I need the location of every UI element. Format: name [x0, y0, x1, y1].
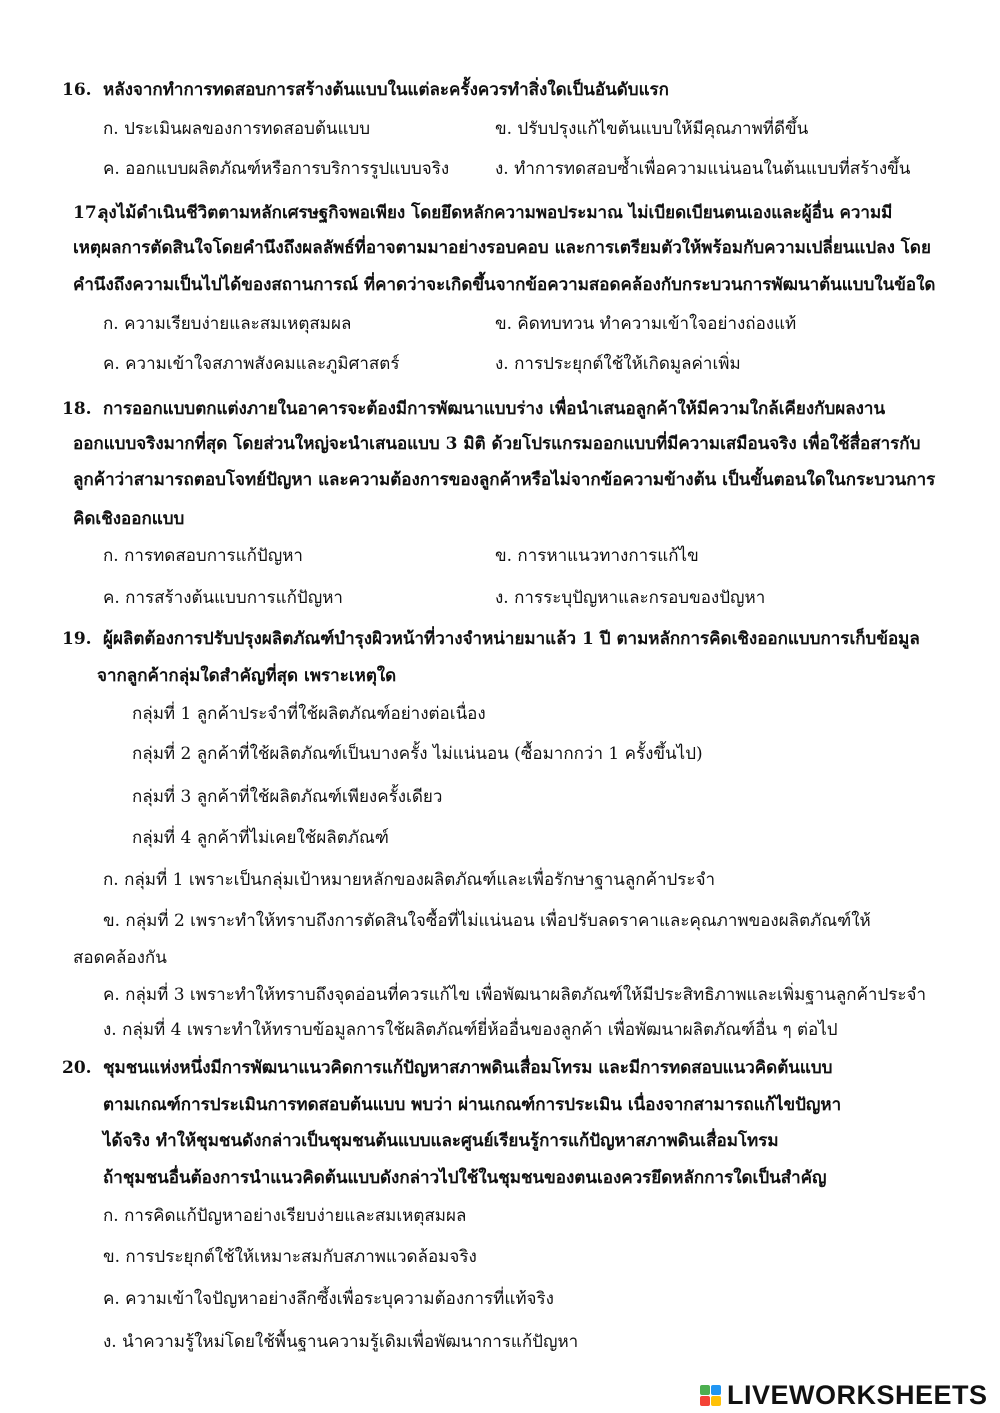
q20-option-b[interactable]: ข. การประยุกต์ใช้ให้เหมาะสมกับสภาพแวดล้อมจริง [103, 1247, 477, 1267]
q17-stem-line-1: ลุงไม้ดำเนินชีวิตตามหลักเศรษฐกิจพอเพียง โดยยึดหลักความพอประมาณ ไม่เบียดเบียนตนเองและผู้อื่น ความมี [98, 203, 893, 223]
q19-group-3: กลุ่มที่ 3 ลูกค้าที่ใช้ผลิตภัณฑ์เพียงครั้งเดียว [132, 787, 443, 807]
q19-option-c[interactable]: ค. กลุ่มที่ 3 เพราะทำให้ทราบถึงจุดอ่อนที่ควรแก้ไข เพื่อพัฒนาผลิตภัณฑ์ให้มีประสิทธิภาพและเพิ่มฐานลูกค้าประจำ [103, 985, 927, 1005]
logo-square-green [700, 1385, 710, 1395]
q16-option-c[interactable]: ค. ออกแบบผลิตภัณฑ์หรือการบริการรูปแบบจริง [103, 159, 450, 179]
q20-option-d[interactable]: ง. นำความรู้ใหม่โดยใช้พื้นฐานความรู้เดิมเพื่อพัฒนาการแก้ปัญหา [103, 1332, 579, 1352]
q18-option-c[interactable]: ค. การสร้างต้นแบบการแก้ปัญหา [103, 588, 343, 608]
q18-option-d[interactable]: ง. การระบุปัญหาและกรอบของปัญหา [495, 588, 766, 608]
logo-text: LIVEWORKSHEETS [727, 1380, 988, 1410]
q19-option-b-continued[interactable]: สอดคล้องกัน [73, 948, 167, 968]
q17-option-b[interactable]: ข. คิดทบทวน ทำความเข้าใจอย่างถ่องแท้ [495, 314, 797, 334]
q18-stem-line-3: ลูกค้าว่าสามารถตอบโจทย์ปัญหา และความต้องการของลูกค้าหรือไม่จากข้อความข้างต้น เป็นขั้นตอนใดในกระบวนการ [73, 470, 936, 490]
q17-option-a[interactable]: ก. ความเรียบง่ายและสมเหตุสมผล [103, 314, 352, 334]
q19-stem-line-1: ผู้ผลิตต้องการปรับปรุงผลิตภัณฑ์บำรุงผิวหน้าที่วางจำหน่ายมาแล้ว 1 ปี ตามหลักการคิดเชิงออกแบบการเก็บข้อมูล [103, 629, 920, 649]
q18-stem-line-2: ออกแบบจริงมากที่สุด โดยส่วนใหญ่จะนำเสนอแบบ 3 มิติ ด้วยโปรแกรมออกแบบที่มีความเสมือนจริง เพื่อใช้สื่อสารกับ [73, 434, 921, 454]
q19-option-b[interactable]: ข. กลุ่มที่ 2 เพราะทำให้ทราบถึงการตัดสินใจซื้อที่ไม่แน่นอน เพื่อปรับลดราคาและคุณภาพของผลิตภัณฑ์ให้ [103, 911, 871, 931]
q19-group-2: กลุ่มที่ 2 ลูกค้าที่ใช้ผลิตภัณฑ์เป็นบางครั้ง ไม่แน่นอน (ซื้อมากกว่า 1 ครั้งขึ้นไป) [132, 744, 703, 764]
q19-stem-line-2: จากลูกค้ากลุ่มใดสำคัญที่สุด เพราะเหตุใด [97, 666, 397, 686]
q17-stem-line-2: เหตุผลการตัดสินใจโดยคำนึงถึงผลลัพธ์ที่อาจตามมาอย่างรอบคอบ และการเตรียมตัวให้พร้อมกับความเปลี่ยนแปลง โดย [73, 238, 931, 258]
q20-stem-line-1: ชุมชนแห่งหนึ่งมีการพัฒนาแนวคิดการแก้ปัญหาสภาพดินเสื่อมโทรม และมีการทดสอบแนวคิดต้นแบบ [103, 1058, 833, 1078]
q19-option-a[interactable]: ก. กลุ่มที่ 1 เพราะเป็นกลุ่มเป้าหมายหลักของผลิตภัณฑ์และเพื่อรักษาฐานลูกค้าประจำ [103, 870, 716, 890]
q19-option-d[interactable]: ง. กลุ่มที่ 4 เพราะทำให้ทราบข้อมูลการใช้ผลิตภัณฑ์ยี่ห้ออื่นของลูกค้า เพื่อพัฒนาผลิตภัณฑ์อื่น ๆ ต่อไป [103, 1020, 838, 1040]
q20-stem-line-3: ได้จริง ทำให้ชุมชนดังกล่าวเป็นชุมชนต้นแบบและศูนย์เรียนรู้การแก้ปัญหาสภาพดินเสื่อมโทรม [103, 1131, 779, 1151]
q19-number: 19. [62, 629, 92, 649]
q16-stem: หลังจากทำการทดสอบการสร้างต้นแบบในแต่ละครั้งควรทำสิ่งใดเป็นอันดับแรก [103, 80, 669, 100]
logo-square-yellow [711, 1396, 721, 1406]
q20-option-a[interactable]: ก. การคิดแก้ปัญหาอย่างเรียบง่ายและสมเหตุสมผล [103, 1206, 467, 1226]
q18-stem-line-4: คิดเชิงออกแบบ [73, 509, 185, 529]
q18-stem-line-1: การออกแบบตกแต่งภายในอาคารจะต้องมีการพัฒนาแบบร่าง เพื่อนำเสนอลูกค้าให้มีความใกล้เคียงกับผลงาน [103, 399, 886, 419]
q18-number: 18. [62, 399, 92, 419]
q20-option-c[interactable]: ค. ความเข้าใจปัญหาอย่างลึกซึ้งเพื่อระบุความต้องการที่แท้จริง [103, 1289, 554, 1309]
liveworksheets-logo [700, 1380, 988, 1411]
q16-option-a[interactable]: ก. ประเมินผลของการทดสอบต้นแบบ [103, 119, 371, 139]
liveworksheets-mark-icon [700, 1385, 721, 1406]
q18-option-b[interactable]: ข. การหาแนวทางการแก้ไข [495, 546, 699, 566]
q17-number: 17. [73, 203, 103, 223]
q20-stem-line-2: ตามเกณฑ์การประเมินการทดสอบต้นแบบ พบว่า ผ่านเกณฑ์การประเมิน เนื่องจากสามารถแก้ไขปัญหา [103, 1095, 842, 1115]
q19-group-4: กลุ่มที่ 4 ลูกค้าที่ไม่เคยใช้ผลิตภัณฑ์ [132, 828, 389, 848]
q20-number: 20. [62, 1058, 92, 1078]
q17-option-d[interactable]: ง. การประยุกต์ใช้ให้เกิดมูลค่าเพิ่ม [495, 354, 741, 374]
q19-group-1: กลุ่มที่ 1 ลูกค้าประจำที่ใช้ผลิตภัณฑ์อย่างต่อเนื่อง [132, 704, 486, 724]
q17-option-c[interactable]: ค. ความเข้าใจสภาพสังคมและภูมิศาสตร์ [103, 354, 400, 374]
q18-option-a[interactable]: ก. การทดสอบการแก้ปัญหา [103, 546, 303, 566]
q20-stem-line-4: ถ้าชุมชนอื่นต้องการนำแนวคิดต้นแบบดังกล่าวไปใช้ในชุมชนของตนเองควรยึดหลักการใดเป็นสำคัญ [103, 1168, 827, 1188]
q16-number: 16. [62, 80, 92, 100]
q16-option-b[interactable]: ข. ปรับปรุงแก้ไขต้นแบบให้มีคุณภาพที่ดีขึ้น [495, 119, 809, 139]
logo-square-blue [711, 1385, 721, 1395]
q16-option-d[interactable]: ง. ทำการทดสอบซ้ำเพื่อความแน่นอนในต้นแบบที่สร้างขึ้น [495, 159, 911, 179]
q17-stem-line-3: คำนึงถึงความเป็นไปได้ของสถานการณ์ ที่คาดว่าจะเกิดขึ้นจากข้อความสอดคล้องกับกระบวนการพัฒนาต้นแบบในข้อใด [73, 275, 936, 295]
logo-square-red [700, 1396, 710, 1406]
